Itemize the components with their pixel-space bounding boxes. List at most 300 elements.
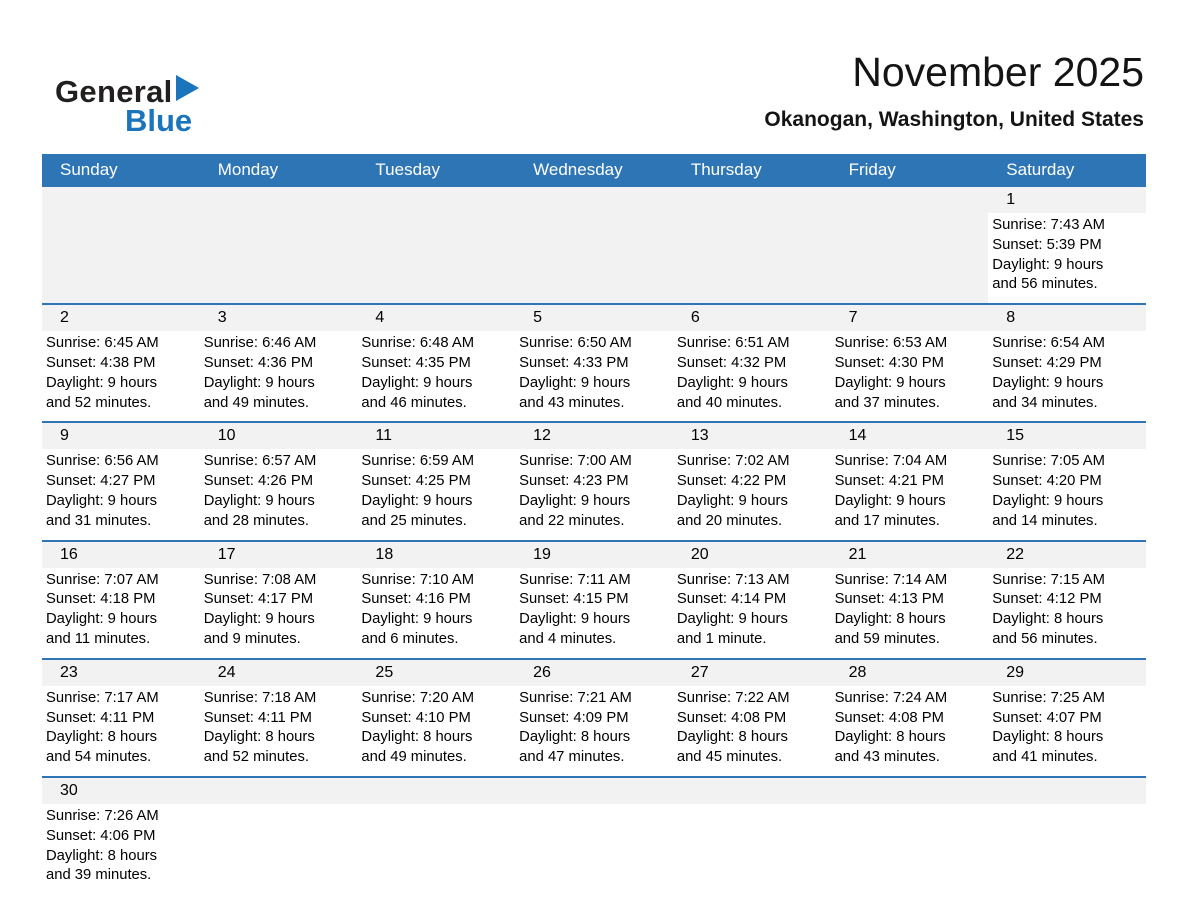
- day-cell-body: [42, 804, 200, 902]
- day-cell-body: [988, 331, 1146, 421]
- day-cell-13: [673, 423, 831, 539]
- sunset-time: Sunset: 4:11 PM: [46, 709, 155, 726]
- day-number-strip: [200, 423, 358, 449]
- sunset-time: Sunset: 4:36 PM: [203, 354, 314, 371]
- day-cell-19: [515, 542, 673, 658]
- day-number: 28: [848, 663, 867, 681]
- daylight-hours: Daylight: 8 hours: [834, 729, 946, 746]
- day-cell-body: [673, 331, 831, 421]
- weekday-label-friday: Friday: [848, 160, 896, 179]
- daylight-minutes: and 28 minutes.: [203, 512, 309, 529]
- sunrise-time: Sunrise: 7:04 AM: [834, 453, 948, 470]
- week-row-5: [42, 658, 1146, 776]
- daylight-hours: Daylight: 9 hours: [519, 492, 631, 509]
- daylight-hours: Daylight: 9 hours: [361, 374, 473, 391]
- daylight-hours: Daylight: 9 hours: [992, 374, 1104, 391]
- daylight-hours: Daylight: 9 hours: [203, 492, 315, 509]
- sunset-time: Sunset: 4:06 PM: [46, 827, 156, 844]
- weekday-label-tuesday: Tuesday: [375, 160, 440, 179]
- day-number-strip: [831, 542, 989, 568]
- day-cell-body: [200, 449, 358, 539]
- day-number: 24: [217, 663, 236, 681]
- day-cell-body: [831, 449, 989, 539]
- day-number-strip: [831, 305, 989, 331]
- sunset-time: Sunset: 4:27 PM: [46, 473, 156, 490]
- weekday-label-thursday: Thursday: [690, 160, 762, 179]
- day-number-strip: [357, 542, 515, 568]
- day-number-strip: [831, 423, 989, 449]
- sunset-time: Sunset: 4:38 PM: [46, 354, 156, 371]
- day-number: 3: [217, 309, 227, 327]
- weekday-label-sunday: Sunday: [60, 160, 118, 179]
- weekday-label-wednesday: Wednesday: [533, 160, 623, 179]
- sunset-time: Sunset: 4:11 PM: [203, 709, 312, 726]
- sunset-time: Sunset: 4:10 PM: [361, 709, 471, 726]
- sunrise-time: Sunrise: 7:10 AM: [361, 571, 475, 588]
- day-cell-body: [200, 804, 358, 902]
- week-row-3: [42, 421, 1146, 539]
- day-cell-4: [357, 305, 515, 421]
- sunrise-time: Sunrise: 6:56 AM: [46, 453, 159, 470]
- sunset-time: Sunset: 4:33 PM: [519, 354, 629, 371]
- day-number: 14: [848, 427, 867, 445]
- calendar-table: [42, 154, 1146, 902]
- day-cell-body: [515, 331, 673, 421]
- daylight-hours: Daylight: 9 hours: [676, 492, 788, 509]
- empty-cell: [515, 778, 673, 902]
- empty-cell: [200, 187, 358, 303]
- sunset-time: Sunset: 4:18 PM: [46, 591, 156, 608]
- sunrise-time: Sunrise: 7:07 AM: [46, 571, 159, 588]
- day-cell-11: [357, 423, 515, 539]
- day-cell-body: [515, 449, 673, 539]
- day-number: 18: [375, 545, 394, 563]
- sunset-time: Sunset: 4:25 PM: [361, 473, 471, 490]
- daylight-minutes: and 56 minutes.: [992, 630, 1098, 647]
- daylight-minutes: and 40 minutes.: [676, 394, 783, 411]
- empty-cell: [673, 187, 831, 303]
- sunset-time: Sunset: 4:08 PM: [834, 709, 944, 726]
- day-cell-17: [200, 542, 358, 658]
- day-cell-15: [988, 423, 1146, 539]
- title-block: [764, 50, 1144, 132]
- daylight-hours: Daylight: 9 hours: [992, 492, 1104, 509]
- day-cell-24: [200, 660, 358, 776]
- empty-cell: [988, 778, 1146, 902]
- day-number: 7: [848, 309, 858, 327]
- daylight-minutes: and 22 minutes.: [519, 512, 625, 529]
- day-cell-body: [673, 213, 831, 303]
- daylight-minutes: and 11 minutes.: [46, 630, 151, 647]
- sunrise-time: Sunrise: 7:17 AM: [46, 689, 159, 706]
- day-cell-2: [42, 305, 200, 421]
- sunset-time: Sunset: 4:30 PM: [834, 354, 944, 371]
- sunset-time: Sunset: 4:12 PM: [992, 591, 1102, 608]
- day-number-strip: [988, 660, 1146, 686]
- daylight-hours: Daylight: 8 hours: [676, 729, 788, 746]
- day-cell-6: [673, 305, 831, 421]
- day-cell-body: [831, 804, 989, 902]
- day-cell-body: [831, 213, 989, 303]
- day-cell-body: [988, 686, 1146, 776]
- day-cell-21: [831, 542, 989, 658]
- week-row-2: [42, 303, 1146, 421]
- daylight-hours: Daylight: 9 hours: [203, 374, 315, 391]
- day-number-strip: [42, 423, 200, 449]
- sunrise-time: Sunrise: 7:22 AM: [676, 689, 790, 706]
- day-number: 15: [1006, 427, 1025, 445]
- sunrise-time: Sunrise: 6:45 AM: [46, 335, 159, 352]
- day-cell-9: [42, 423, 200, 539]
- day-cell-body: [988, 804, 1146, 902]
- day-cell-5: [515, 305, 673, 421]
- daylight-minutes: and 56 minutes.: [992, 276, 1098, 293]
- empty-cell: [42, 187, 200, 303]
- daylight-hours: Daylight: 9 hours: [519, 611, 631, 628]
- day-number-strip: [515, 423, 673, 449]
- day-number: 10: [217, 427, 236, 445]
- sunrise-time: Sunrise: 7:21 AM: [519, 689, 632, 706]
- empty-cell: [357, 778, 515, 902]
- day-cell-27: [673, 660, 831, 776]
- daylight-hours: Daylight: 9 hours: [203, 611, 315, 628]
- day-cell-body: [42, 568, 200, 658]
- daylight-minutes: and 46 minutes.: [361, 394, 467, 411]
- sunset-time: Sunset: 4:23 PM: [519, 473, 629, 490]
- sunrise-time: Sunrise: 6:53 AM: [834, 335, 948, 352]
- daylight-hours: Daylight: 8 hours: [46, 729, 158, 746]
- daylight-minutes: and 4 minutes.: [519, 630, 617, 647]
- day-cell-body: [357, 686, 515, 776]
- day-number: 26: [533, 663, 551, 681]
- day-cell-body: [42, 686, 200, 776]
- day-number-strip: [42, 305, 200, 331]
- sunrise-time: Sunrise: 7:25 AM: [992, 689, 1105, 706]
- day-cell-18: [357, 542, 515, 658]
- day-number: 22: [1006, 545, 1025, 563]
- day-number-strip: [673, 187, 831, 213]
- day-number-strip: [515, 660, 673, 686]
- empty-cell: [673, 778, 831, 902]
- daylight-hours: Daylight: 9 hours: [992, 256, 1104, 273]
- empty-cell: [357, 187, 515, 303]
- sunset-time: Sunset: 4:21 PM: [834, 473, 944, 490]
- day-number: 27: [690, 663, 709, 681]
- weekday-label-saturday: Saturday: [1006, 160, 1075, 179]
- daylight-hours: Daylight: 9 hours: [46, 611, 158, 628]
- sunrise-time: Sunrise: 7:20 AM: [361, 689, 475, 706]
- day-number: 19: [533, 545, 551, 563]
- day-cell-16: [42, 542, 200, 658]
- day-number: 29: [1006, 663, 1025, 681]
- week-row-1: [42, 185, 1146, 303]
- day-cell-22: [988, 542, 1146, 658]
- daylight-minutes: and 25 minutes.: [361, 512, 467, 529]
- sunrise-time: Sunrise: 6:57 AM: [203, 453, 317, 470]
- daylight-minutes: and 6 minutes.: [361, 630, 459, 647]
- day-cell-29: [988, 660, 1146, 776]
- day-number-strip: [200, 660, 358, 686]
- daylight-hours: Daylight: 9 hours: [834, 374, 946, 391]
- day-cell-14: [831, 423, 989, 539]
- weekday-label-monday: Monday: [217, 160, 279, 179]
- day-cell-7: [831, 305, 989, 421]
- daylight-minutes: and 49 minutes.: [203, 394, 309, 411]
- day-number-strip: [357, 423, 515, 449]
- daylight-hours: Daylight: 9 hours: [519, 374, 631, 391]
- day-number: 9: [60, 427, 69, 445]
- day-cell-12: [515, 423, 673, 539]
- day-cell-body: [42, 331, 200, 421]
- day-number-strip: [200, 305, 358, 331]
- daylight-hours: Daylight: 9 hours: [46, 492, 158, 509]
- daylight-minutes: and 41 minutes.: [992, 749, 1098, 766]
- day-cell-body: [673, 449, 831, 539]
- empty-cell: [831, 778, 989, 902]
- daylight-minutes: and 31 minutes.: [46, 512, 152, 529]
- day-cell-body: [673, 804, 831, 902]
- day-cell-1: [988, 187, 1146, 303]
- day-number-strip: [42, 542, 200, 568]
- day-number-strip: [988, 423, 1146, 449]
- day-number: 11: [375, 427, 393, 445]
- empty-cell: [515, 187, 673, 303]
- daylight-hours: Daylight: 8 hours: [361, 729, 473, 746]
- sunrise-time: Sunrise: 7:13 AM: [676, 571, 790, 588]
- sunrise-time: Sunrise: 7:05 AM: [992, 453, 1105, 470]
- sunrise-time: Sunrise: 6:59 AM: [361, 453, 475, 470]
- day-cell-body: [831, 331, 989, 421]
- day-number-strip: [673, 542, 831, 568]
- day-number-strip: [831, 187, 989, 213]
- day-cell-8: [988, 305, 1146, 421]
- sunrise-time: Sunrise: 6:50 AM: [519, 335, 632, 352]
- sunset-time: Sunset: 4:35 PM: [361, 354, 471, 371]
- day-cell-body: [988, 213, 1146, 303]
- day-cell-3: [200, 305, 358, 421]
- sunset-time: Sunset: 4:07 PM: [992, 709, 1102, 726]
- day-number: 12: [533, 427, 551, 445]
- day-cell-23: [42, 660, 200, 776]
- day-cell-body: [42, 449, 200, 539]
- daylight-minutes: and 45 minutes.: [676, 749, 783, 766]
- daylight-hours: Daylight: 8 hours: [203, 729, 315, 746]
- sunrise-time: Sunrise: 7:43 AM: [992, 217, 1105, 233]
- sunrise-time: Sunrise: 7:15 AM: [992, 571, 1105, 588]
- day-number-strip: [673, 660, 831, 686]
- sunset-time: Sunset: 4:15 PM: [519, 591, 629, 608]
- day-number-strip: [673, 305, 831, 331]
- day-cell-body: [200, 686, 358, 776]
- daylight-hours: Daylight: 9 hours: [361, 611, 473, 628]
- day-number-strip: [200, 542, 358, 568]
- day-number: 20: [690, 545, 709, 563]
- day-cell-body: [200, 331, 358, 421]
- day-cell-body: [831, 686, 989, 776]
- day-number-strip: [200, 778, 358, 804]
- day-number: 30: [60, 781, 78, 799]
- day-cell-body: [357, 568, 515, 658]
- day-cell-body: [831, 568, 989, 658]
- day-cell-30: [42, 778, 200, 902]
- day-number-strip: [42, 660, 200, 686]
- day-number: 4: [375, 309, 385, 327]
- daylight-minutes: and 20 minutes.: [676, 512, 783, 529]
- day-number-strip: [515, 187, 673, 213]
- day-cell-body: [988, 568, 1146, 658]
- daylight-hours: Daylight: 8 hours: [46, 847, 158, 864]
- sunrise-time: Sunrise: 7:26 AM: [46, 807, 159, 824]
- day-number-strip: [988, 778, 1146, 804]
- day-number-strip: [357, 187, 515, 213]
- day-number: 1: [1006, 191, 1016, 208]
- sunset-time: Sunset: 4:29 PM: [992, 354, 1102, 371]
- day-number-strip: [988, 187, 1146, 213]
- sunset-time: Sunset: 4:22 PM: [676, 473, 787, 490]
- day-cell-body: [200, 213, 358, 303]
- day-cell-body: [515, 568, 673, 658]
- day-cell-body: [200, 568, 358, 658]
- day-cell-body: [515, 686, 673, 776]
- day-number-strip: [988, 542, 1146, 568]
- day-number-strip: [357, 778, 515, 804]
- day-cell-body: [515, 804, 673, 902]
- day-number-strip: [357, 660, 515, 686]
- sunset-time: Sunset: 5:39 PM: [992, 236, 1102, 253]
- day-number: 17: [217, 545, 236, 563]
- daylight-minutes: and 47 minutes.: [519, 749, 625, 766]
- daylight-minutes: and 39 minutes.: [46, 867, 152, 884]
- daylight-minutes: and 43 minutes.: [834, 749, 940, 766]
- week-row-4: [42, 540, 1146, 658]
- daylight-minutes: and 14 minutes.: [992, 512, 1098, 529]
- daylight-hours: Daylight: 9 hours: [834, 492, 946, 509]
- daylight-minutes: and 34 minutes.: [992, 394, 1098, 411]
- daylight-minutes: and 49 minutes.: [361, 749, 467, 766]
- daylight-minutes: and 52 minutes.: [46, 394, 152, 411]
- daylight-minutes: and 37 minutes.: [834, 394, 940, 411]
- day-number: 2: [60, 309, 69, 327]
- daylight-minutes: and 59 minutes.: [834, 630, 940, 647]
- day-number: 5: [533, 309, 543, 327]
- day-number-strip: [831, 660, 989, 686]
- daylight-minutes: and 17 minutes.: [834, 512, 940, 529]
- day-cell-28: [831, 660, 989, 776]
- day-number-strip: [673, 423, 831, 449]
- daylight-hours: Daylight: 9 hours: [676, 611, 788, 628]
- day-cell-25: [357, 660, 515, 776]
- day-number-strip: [515, 305, 673, 331]
- daylight-hours: Daylight: 8 hours: [992, 611, 1104, 628]
- daylight-hours: Daylight: 9 hours: [361, 492, 473, 509]
- sunrise-time: Sunrise: 6:46 AM: [203, 335, 317, 352]
- daylight-hours: Daylight: 8 hours: [992, 729, 1104, 746]
- logo-text-blue: Blue: [125, 103, 193, 138]
- week-row-6: [42, 776, 1146, 902]
- empty-cell: [200, 778, 358, 902]
- day-cell-20: [673, 542, 831, 658]
- month-title: November 2025: [852, 49, 1144, 95]
- day-number: 25: [375, 663, 394, 681]
- weekday-header-row: [42, 154, 1146, 185]
- sunset-time: Sunset: 4:20 PM: [992, 473, 1102, 490]
- daylight-hours: Daylight: 8 hours: [834, 611, 946, 628]
- page-header: [0, 0, 1188, 139]
- day-cell-26: [515, 660, 673, 776]
- day-cell-body: [673, 568, 831, 658]
- day-number: 8: [1006, 309, 1016, 327]
- sunrise-time: Sunrise: 6:51 AM: [676, 335, 790, 352]
- daylight-minutes: and 9 minutes.: [203, 630, 301, 647]
- day-cell-body: [988, 449, 1146, 539]
- day-number: 16: [60, 545, 78, 563]
- day-cell-body: [515, 213, 673, 303]
- sunset-time: Sunset: 4:14 PM: [676, 591, 787, 608]
- daylight-hours: Daylight: 9 hours: [676, 374, 788, 391]
- sunrise-time: Sunrise: 6:54 AM: [992, 335, 1105, 352]
- daylight-hours: Daylight: 9 hours: [46, 374, 158, 391]
- day-number-strip: [988, 305, 1146, 331]
- day-number-strip: [515, 778, 673, 804]
- day-number-strip: [42, 778, 200, 804]
- daylight-minutes: and 43 minutes.: [519, 394, 625, 411]
- day-number-strip: [200, 187, 358, 213]
- sunset-time: Sunset: 4:08 PM: [676, 709, 787, 726]
- daylight-minutes: and 1 minute.: [676, 630, 767, 647]
- day-cell-body: [42, 213, 200, 303]
- sunset-time: Sunset: 4:17 PM: [203, 591, 314, 608]
- daylight-hours: Daylight: 8 hours: [519, 729, 631, 746]
- sunrise-time: Sunrise: 7:02 AM: [676, 453, 790, 470]
- sunset-time: Sunset: 4:32 PM: [676, 354, 787, 371]
- sunrise-time: Sunrise: 7:18 AM: [203, 689, 317, 706]
- day-cell-body: [357, 449, 515, 539]
- day-cell-body: [357, 804, 515, 902]
- sunrise-time: Sunrise: 7:08 AM: [203, 571, 317, 588]
- empty-cell: [831, 187, 989, 303]
- calendar-body: [42, 185, 1146, 902]
- day-number-strip: [673, 778, 831, 804]
- day-number-strip: [357, 305, 515, 331]
- sunset-time: Sunset: 4:13 PM: [834, 591, 944, 608]
- day-number: 6: [690, 309, 700, 327]
- day-number-strip: [42, 187, 200, 213]
- sunset-time: Sunset: 4:26 PM: [203, 473, 314, 490]
- day-cell-body: [357, 213, 515, 303]
- day-cell-body: [357, 331, 515, 421]
- daylight-minutes: and 54 minutes.: [46, 749, 152, 766]
- day-cell-body: [673, 686, 831, 776]
- day-number-strip: [515, 542, 673, 568]
- sunrise-time: Sunrise: 7:00 AM: [519, 453, 632, 470]
- sunrise-time: Sunrise: 7:24 AM: [834, 689, 948, 706]
- sunset-time: Sunset: 4:09 PM: [519, 709, 629, 726]
- location-subtitle: Okanogan, Washington, United States: [764, 107, 1144, 131]
- sunset-time: Sunset: 4:16 PM: [361, 591, 471, 608]
- day-number: 21: [848, 545, 867, 563]
- sunrise-time: Sunrise: 7:11 AM: [519, 571, 631, 588]
- daylight-minutes: and 52 minutes.: [203, 749, 309, 766]
- day-cell-10: [200, 423, 358, 539]
- logo-flag-icon: [176, 75, 199, 101]
- general-blue-logo: [55, 74, 199, 139]
- day-number-strip: [831, 778, 989, 804]
- sunrise-time: Sunrise: 7:14 AM: [834, 571, 948, 588]
- logo-text-general: General: [55, 74, 173, 109]
- day-number: 23: [60, 663, 78, 681]
- day-number: 13: [690, 427, 709, 445]
- sunrise-time: Sunrise: 6:48 AM: [361, 335, 475, 352]
